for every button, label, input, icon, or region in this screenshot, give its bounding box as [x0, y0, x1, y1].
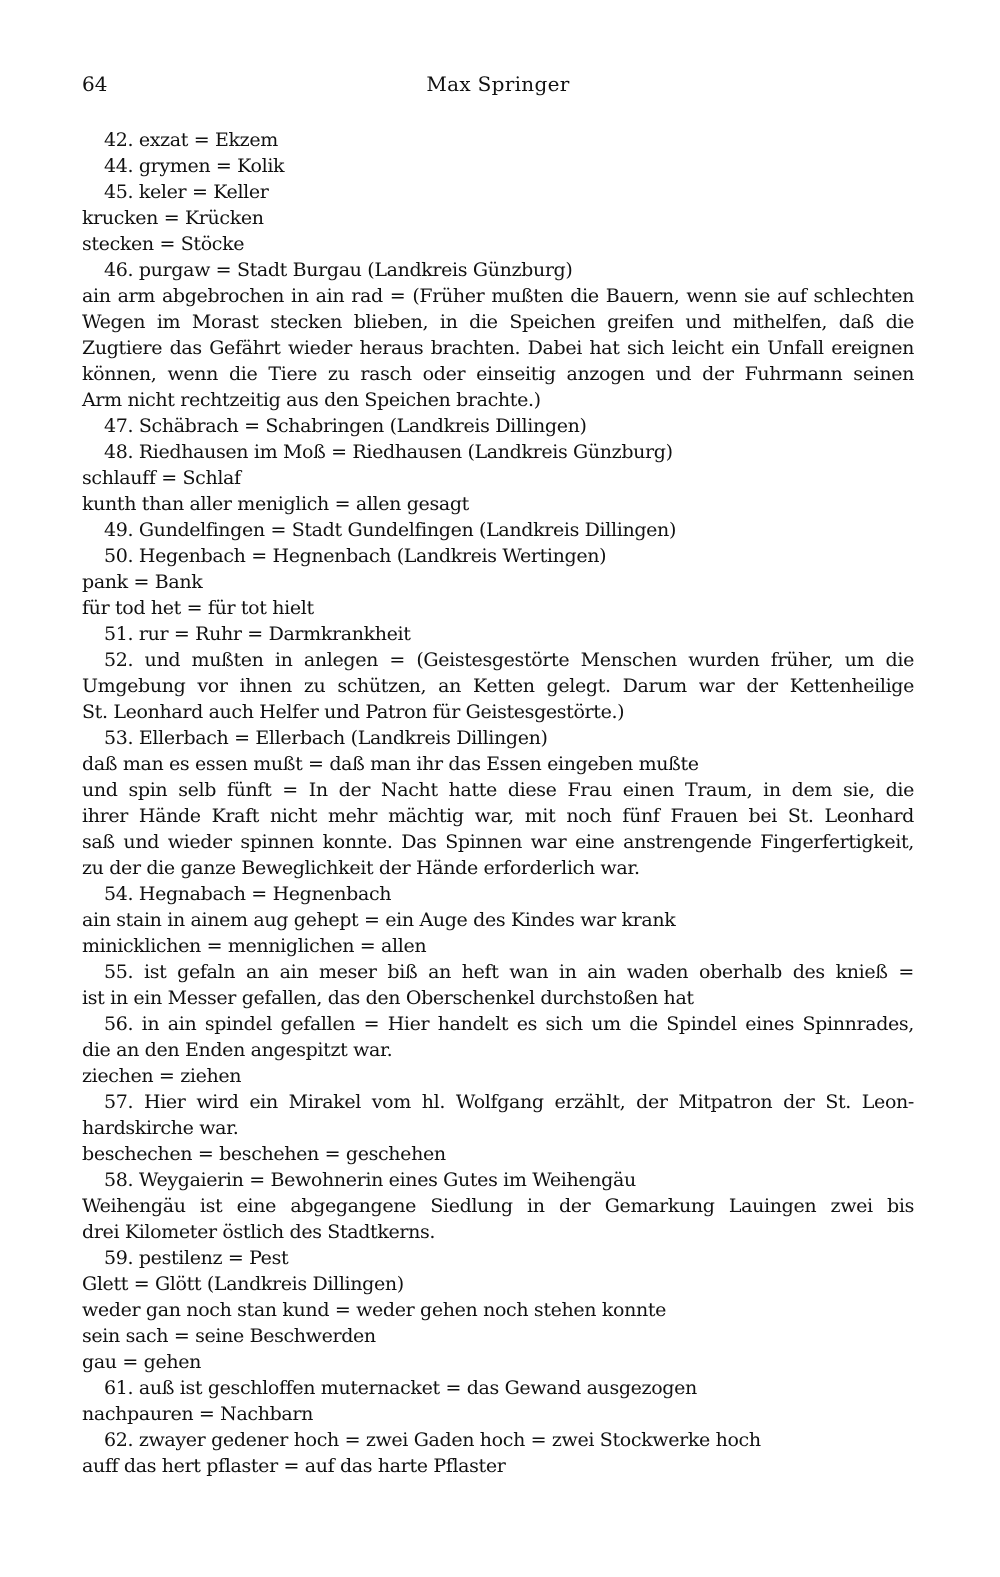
note-line: minicklichen = menniglichen = allen [82, 935, 427, 957]
note-line: Wegen im Morast stecken blieben, in die Speichen greifen und mithelfen, daß die [82, 311, 914, 333]
note-line: können, wenn die Tiere zu rasch oder einseitig anzogen und der Fuhrmann seinen [82, 363, 914, 385]
glossary-body [82, 127, 914, 1479]
page-header [82, 72, 914, 102]
note-line: beschechen = beschehen = geschehen [82, 1143, 446, 1165]
note-line: kunth than aller meniglich = allen gesagt [82, 493, 469, 515]
note-line: und spin selb fünft = In der Nacht hatte diese Frau einen Traum, in dem sie, die [82, 779, 914, 801]
numbered-note-line: 47. Schäbrach = Schabringen (Landkreis Dillingen) [104, 415, 587, 437]
note-line: nachpauren = Nachbarn [82, 1403, 314, 1425]
note-line: Glett = Glött (Landkreis Dillingen) [82, 1273, 404, 1295]
note-line: ziechen = ziehen [82, 1065, 242, 1087]
note-line: stecken = Stöcke [82, 233, 245, 255]
note-line: pank = Bank [82, 571, 203, 593]
note-line: daß man es essen mußt = daß man ihr das Essen eingeben mußte [82, 753, 699, 775]
note-line: ist in ein Messer gefallen, das den Oberschenkel durchstoßen hat [82, 987, 694, 1009]
note-line: die an den Enden angespitzt war. [82, 1039, 393, 1061]
note-line: St. Leonhard auch Helfer und Patron für Geistesgestörte.) [82, 701, 625, 723]
numbered-note-line: 52. und mußten in anlegen = (Geistesgestörte Menschen wurden früher, um die [104, 649, 914, 671]
note-line: Umgebung vor ihnen zu schützen, an Ketten gelegt. Darum war der Kettenheilige [82, 675, 914, 697]
numbered-note-line: 56. in ain spindel gefallen = Hier handelt es sich um die Spindel eines Spinnrades, [104, 1013, 914, 1035]
note-line: Arm nicht rechtzeitig aus den Speichen brachte.) [82, 389, 541, 411]
note-line: krucken = Krücken [82, 207, 264, 229]
numbered-note-line: 62. zwayer gedener hoch = zwei Gaden hoch = zwei Stockwerke hoch [104, 1429, 761, 1451]
numbered-note-line: 42. exzat = Ekzem [104, 129, 278, 151]
numbered-note-line: 44. grymen = Kolik [104, 155, 285, 177]
numbered-note-line: 61. auß ist geschloffen muternacket = das Gewand ausgezogen [104, 1377, 697, 1399]
note-line: für tod het = für tot hielt [82, 597, 314, 619]
numbered-note-line: 58. Weygaierin = Bewohnerin eines Gutes im Weihengäu [104, 1169, 636, 1191]
numbered-note-line: 46. purgaw = Stadt Burgau (Landkreis Günzburg) [104, 259, 573, 281]
note-line: hardskirche war. [82, 1117, 239, 1139]
numbered-note-line: 50. Hegenbach = Hegnenbach (Landkreis Wertingen) [104, 545, 607, 567]
note-line: auff das hert pflaster = auf das harte Pflaster [82, 1455, 506, 1477]
note-line: weder gan noch stan kund = weder gehen noch stehen konnte [82, 1299, 667, 1321]
numbered-note-line: 54. Hegnabach = Hegnenbach [104, 883, 392, 905]
note-line: saß und wieder spinnen konnte. Das Spinnen war eine anstrengende Fingerfertigkeit, [82, 831, 914, 853]
numbered-note-line: 59. pestilenz = Pest [104, 1247, 289, 1269]
note-line: drei Kilometer östlich des Stadtkerns. [82, 1221, 436, 1243]
numbered-note-line: 45. keler = Keller [104, 181, 269, 203]
numbered-note-line: 55. ist gefaln an ain meser biß an heft wan in ain waden oberhalb des knieß = [104, 961, 914, 983]
running-head: Max Springer [426, 72, 570, 96]
note-line: ain arm abgebrochen in ain rad = (Früher mußten die Bauern, wenn sie auf schlechten [82, 285, 914, 307]
numbered-note-line: 48. Riedhausen im Moß = Riedhausen (Landkreis Günzburg) [104, 441, 673, 463]
numbered-note-line: 51. rur = Ruhr = Darmkrankheit [104, 623, 411, 645]
note-line: zu der die ganze Beweglichkeit der Hände erforderlich war. [82, 857, 640, 879]
note-line: ihrer Hände Kraft nicht mehr mächtig war, mit noch fünf Frauen bei St. Leonhard [82, 805, 914, 827]
note-line: Weihengäu ist eine abgegangene Siedlung in der Gemarkung Lauingen zwei bis [82, 1195, 914, 1217]
note-line: schlauff = Schlaf [82, 467, 241, 489]
note-line: gau = gehen [82, 1351, 202, 1373]
numbered-note-line: 53. Ellerbach = Ellerbach (Landkreis Dillingen) [104, 727, 548, 749]
note-line: ain stain in ainem aug gehept = ein Auge des Kindes war krank [82, 909, 676, 931]
numbered-note-line: 57. Hier wird ein Mirakel vom hl. Wolfgang erzählt, der Mitpatron der St. Leon- [104, 1091, 914, 1113]
page-number: 64 [82, 72, 108, 96]
numbered-note-line: 49. Gundelfingen = Stadt Gundelfingen (Landkreis Dillingen) [104, 519, 677, 541]
note-line: sein sach = seine Beschwerden [82, 1325, 376, 1347]
note-line: Zugtiere das Gefährt wieder heraus brachten. Dabei hat sich leicht ein Unfall ereignen [82, 337, 914, 359]
